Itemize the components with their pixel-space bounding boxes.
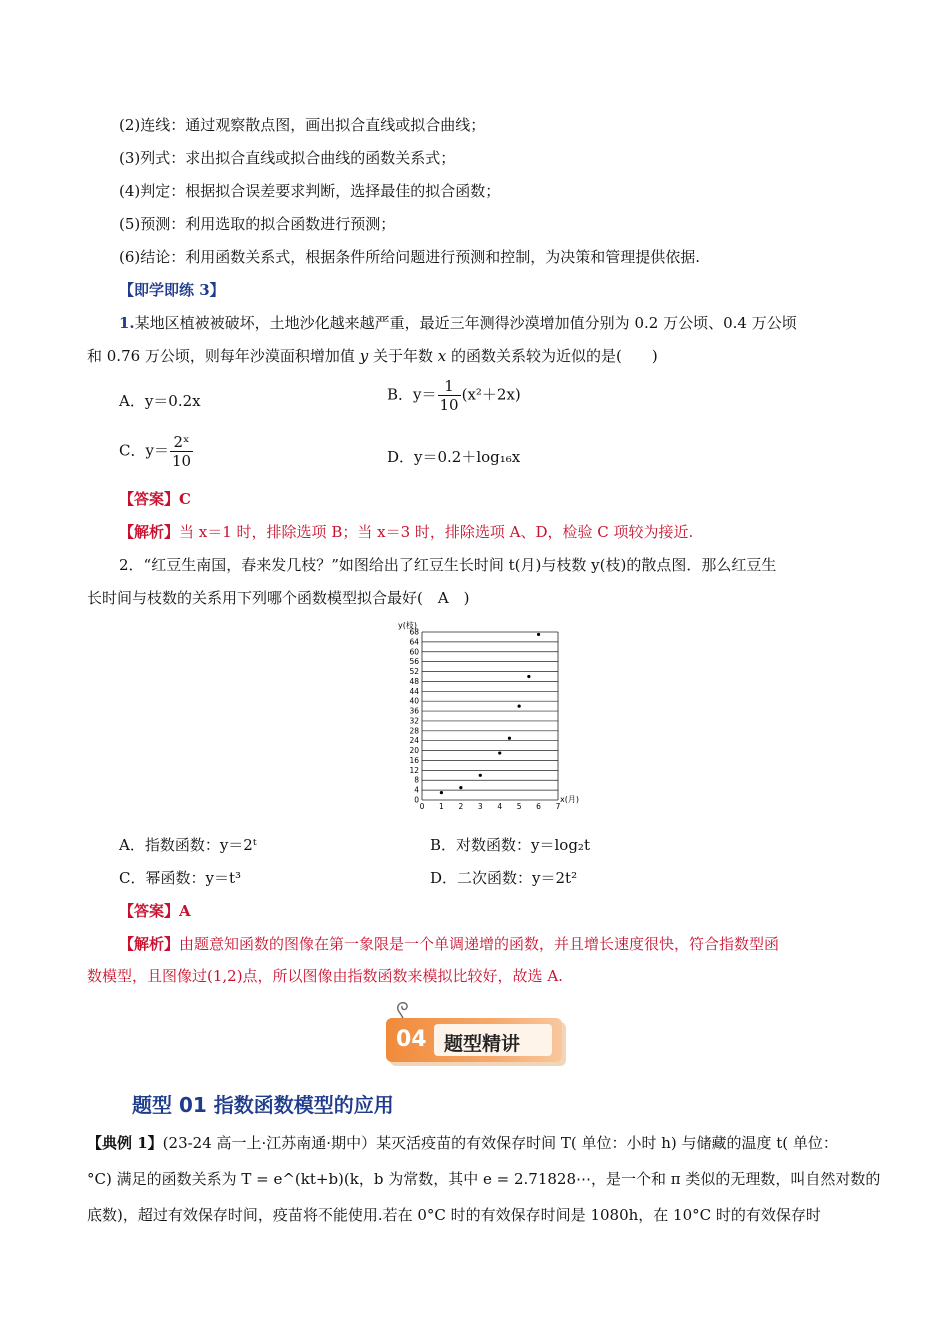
q2-analysis-line2: 数模型，且图像过(1,2)点，所以图像由指数函数来模拟比较好，故选 A. — [87, 967, 563, 985]
q1-option-d: D．y＝0.2＋log₁₆x — [387, 448, 521, 466]
q1-text: 某地区植被被破坏，土地沙化越来越严重，最近三年测得沙漠增加值分别为 0.2 万公顷、0.4 万公顷 — [134, 314, 797, 332]
q1-number: 1. — [119, 314, 135, 332]
q2-option-a: A．指数函数：y＝2ᵗ — [119, 836, 257, 854]
example-label: 【典例 1】 — [87, 1134, 163, 1152]
data-point — [508, 737, 511, 740]
q2-answer — [119, 901, 191, 921]
step-2: (2)连线：通过观察散点图，画出拟合直线或拟合曲线； — [119, 116, 486, 134]
section-badge — [386, 1018, 566, 1066]
q2-analysis-line1 — [119, 934, 779, 954]
x-tick-label: 3 — [477, 802, 483, 811]
q1-option-b-prefix: B．y＝ — [387, 385, 437, 404]
y-tick-label: 44 — [409, 686, 419, 696]
y-tick-label: 24 — [409, 736, 419, 746]
q1-line1 — [119, 313, 797, 333]
step-5: (5)预测：利用选取的拟合函数进行预测； — [119, 215, 396, 233]
q1-answer — [119, 489, 191, 509]
fraction-numerator: 1 — [438, 377, 461, 396]
q1-option-c-prefix: C．y＝ — [119, 441, 169, 460]
q1-line2-a: 和 0.76 万公顷，则每年沙漠面积增加值 — [87, 347, 360, 365]
y-tick-label: 8 — [414, 775, 419, 785]
x-tick-label: 7 — [555, 802, 561, 811]
fraction-denominator: 10 — [439, 396, 459, 414]
q1-var-y: y — [359, 347, 369, 365]
chart-xlabel: x(月) — [560, 795, 579, 804]
chart-ylabel: y(枝) — [398, 621, 417, 630]
analysis-label: 【解析】 — [119, 935, 180, 953]
badge-number: 04 — [396, 1027, 427, 1052]
example-line1 — [87, 1133, 838, 1153]
x-tick-label: 4 — [497, 802, 503, 811]
y-tick-label: 56 — [409, 657, 419, 667]
y-tick-label: 20 — [409, 746, 419, 756]
q2-option-d: D．二次函数：y＝2t² — [430, 869, 578, 887]
q2-line2: 长时间与枝数的关系用下列哪个函数模型拟合最好( A ) — [87, 589, 470, 607]
answer-value: C — [179, 490, 191, 508]
q1-var-x: x — [437, 347, 447, 365]
badge-title: 题型精讲 — [444, 1033, 521, 1055]
q1-option-b-suffix: (x²＋2x) — [461, 385, 521, 404]
data-point — [440, 791, 443, 794]
y-tick-label: 36 — [409, 706, 419, 716]
y-tick-label: 64 — [409, 637, 419, 647]
data-point — [518, 705, 521, 708]
y-tick-label: 28 — [409, 726, 419, 736]
q1-option-b — [387, 377, 521, 414]
q1-analysis — [119, 522, 693, 542]
y-tick-label: 12 — [409, 765, 419, 775]
step-3: (3)列式：求出拟合直线或拟合曲线的函数关系式； — [119, 149, 456, 167]
y-tick-label: 4 — [414, 785, 419, 795]
example-text-1: (23-24 高一上·江苏南通·期中）某灭活疫苗的有效保存时间 T( 单位：小时 h) 与储藏的温度 t( 单位： — [162, 1134, 838, 1152]
scatter-chart — [396, 618, 586, 818]
q1-line2-c: 的函数关系较为近似的是( ) — [446, 347, 658, 365]
data-point — [498, 751, 501, 754]
step-4: (4)判定：根据拟合误差要求判断，选择最佳的拟合函数； — [119, 182, 501, 200]
y-tick-label: 68 — [409, 627, 419, 637]
fraction-numerator: 2ˣ — [170, 433, 193, 452]
step-6: (6)结论：利用函数关系式，根据条件所给问题进行预测和控制，为决策和管理提供依据. — [119, 248, 701, 266]
data-point — [459, 786, 462, 789]
q1-option-c — [119, 433, 194, 470]
q2-option-b: B．对数函数：y＝log₂t — [430, 836, 590, 854]
x-tick-label: 2 — [458, 802, 464, 811]
practice-heading: 【即学即练 3】 — [119, 281, 225, 299]
q1-line2 — [87, 346, 658, 366]
x-tick-label: 6 — [536, 802, 541, 811]
answer-value: A — [179, 902, 191, 920]
q2-line1: 2．“红豆生南国，春来发几枝？”如图给出了红豆生长时间 t(月)与枝数 y(枝)的散点图．那么红豆生 — [119, 556, 777, 574]
y-tick-label: 32 — [409, 716, 419, 726]
x-tick-label: 5 — [516, 802, 522, 811]
fraction-denominator: 10 — [171, 452, 192, 470]
example-line3: 底数)，超过有效保存时间，疫苗将不能使用.若在 0°C 时的有效保存时间是 1080h，在 10°C 时的有效保存时 — [87, 1206, 821, 1224]
data-point — [537, 633, 540, 636]
q2-option-c: C．幂函数：y＝t³ — [119, 869, 241, 887]
y-tick-label: 16 — [409, 755, 419, 765]
x-tick-label: 0 — [419, 802, 425, 811]
y-tick-label: 40 — [409, 696, 419, 706]
q1-line2-b: 关于年数 — [368, 347, 438, 365]
q1-option-a: A．y＝0.2x — [119, 392, 201, 410]
section-title: 题型 01 指数函数模型的应用 — [132, 1093, 394, 1117]
q1-option-b-fraction — [438, 377, 461, 414]
answer-label: 【答案】 — [119, 490, 180, 508]
example-line2: °C) 满足的函数关系为 T = e^(kt+b)(k，b 为常数，其中 e = 2.71828⋯，是一个和 π 类似的无理数，叫自然对数的 — [87, 1170, 881, 1188]
y-tick-label: 52 — [409, 667, 419, 677]
analysis-text: 当 x＝1 时，排除选项 B；当 x＝3 时，排除选项 A、D，检验 C 项较为接近. — [179, 523, 694, 541]
y-tick-label: 60 — [409, 647, 419, 657]
analysis-label: 【解析】 — [119, 523, 180, 541]
data-point — [479, 774, 482, 777]
x-tick-label: 1 — [439, 802, 444, 811]
q1-option-c-fraction — [170, 433, 193, 470]
y-tick-label: 48 — [409, 676, 419, 686]
y-tick-label: 0 — [414, 795, 419, 805]
data-point — [527, 675, 530, 678]
answer-label: 【答案】 — [119, 902, 180, 920]
analysis-text: 由题意知函数的图像在第一象限是一个单调递增的函数，并且增长速度很快，符合指数型函 — [179, 935, 780, 953]
